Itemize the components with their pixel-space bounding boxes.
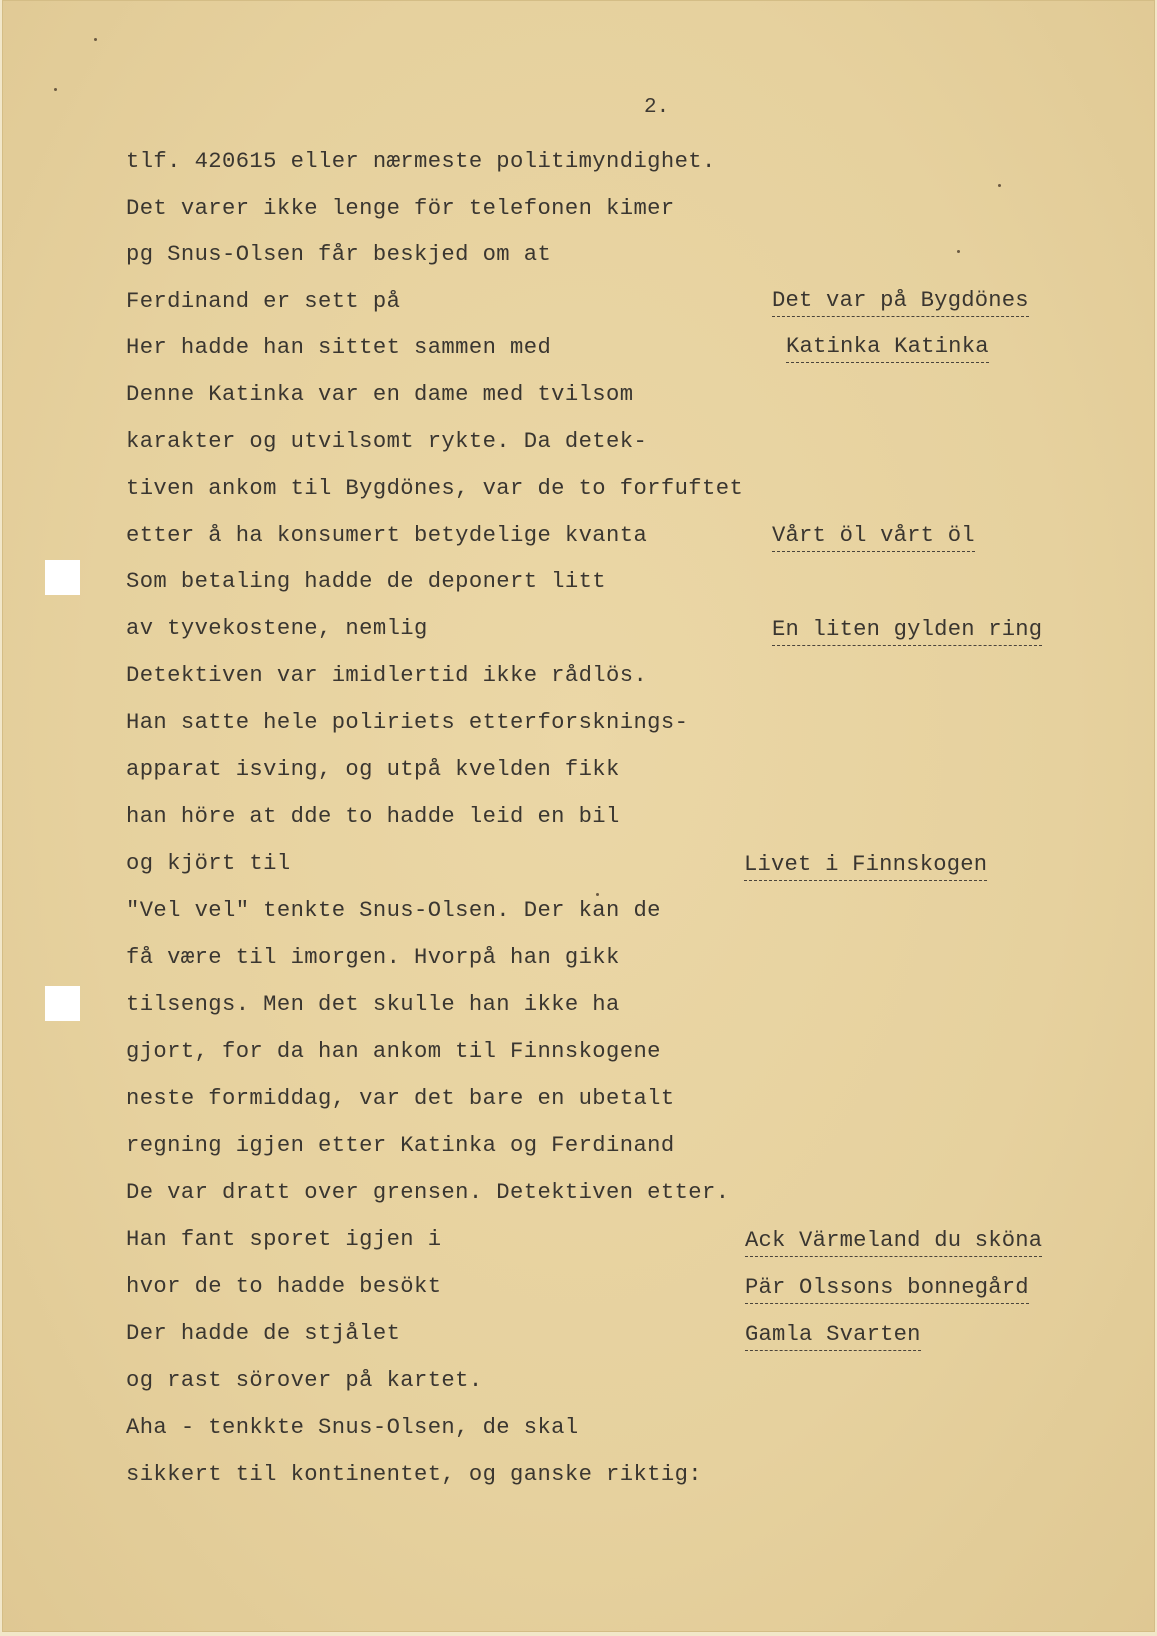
body-line: Detektiven var imidlertid ikke rådlös. bbox=[126, 663, 648, 688]
ink-speck bbox=[957, 250, 960, 253]
body-line: Ferdinand er sett på bbox=[126, 289, 401, 314]
margin-song-title: Vårt öl vårt öl bbox=[772, 523, 975, 552]
body-line: og rast sörover på kartet. bbox=[126, 1368, 483, 1393]
body-line: Det varer ikke lenge för telefonen kimer bbox=[126, 196, 675, 221]
punch-hole-lower bbox=[45, 986, 80, 1021]
margin-song-title: Gamla Svarten bbox=[745, 1322, 921, 1351]
ink-speck bbox=[596, 893, 599, 896]
body-line: Som betaling hadde de deponert litt bbox=[126, 569, 607, 594]
margin-song-title: Ack Värmeland du sköna bbox=[745, 1228, 1042, 1257]
body-line: tilsengs. Men det skulle han ikke ha bbox=[126, 992, 620, 1017]
margin-song-title: Pär Olssons bonnegård bbox=[745, 1275, 1029, 1304]
body-line: pg Snus-Olsen får beskjed om at bbox=[126, 242, 552, 267]
body-line: og kjört til bbox=[126, 851, 291, 876]
body-line: tlf. 420615 eller nærmeste politimyndighet. bbox=[126, 149, 716, 174]
body-line: hvor de to hadde besökt bbox=[126, 1274, 442, 1299]
body-line: Han satte hele poliriets etterforsknings- bbox=[126, 710, 689, 735]
margin-song-title: Katinka Katinka bbox=[786, 334, 989, 363]
body-line: neste formiddag, var det bare en ubetalt bbox=[126, 1086, 675, 1111]
margin-song-title: En liten gylden ring bbox=[772, 617, 1042, 646]
body-line: apparat isving, og utpå kvelden fikk bbox=[126, 757, 620, 782]
body-line: De var dratt over grensen. Detektiven etter. bbox=[126, 1180, 730, 1205]
body-line: av tyvekostene, nemlig bbox=[126, 616, 428, 641]
margin-song-title: Det var på Bygdönes bbox=[772, 288, 1029, 317]
body-line: Der hadde de stjålet bbox=[126, 1321, 401, 1346]
page-number: 2. bbox=[644, 96, 670, 119]
body-line: tiven ankom til Bygdönes, var de to forfuftet bbox=[126, 476, 744, 501]
body-line: "Vel vel" tenkte Snus-Olsen. Der kan de bbox=[126, 898, 661, 923]
body-line: Han fant sporet igjen i bbox=[126, 1227, 442, 1252]
body-line: regning igjen etter Katinka og Ferdinand bbox=[126, 1133, 675, 1158]
body-line: Aha - tenkkte Snus-Olsen, de skal bbox=[126, 1415, 579, 1440]
ink-speck bbox=[54, 88, 57, 91]
body-line: gjort, for da han ankom til Finnskogene bbox=[126, 1039, 661, 1064]
body-line: få være til imorgen. Hvorpå han gikk bbox=[126, 945, 620, 970]
body-line: Denne Katinka var en dame med tvilsom bbox=[126, 382, 634, 407]
ink-speck bbox=[998, 184, 1001, 187]
body-line: etter å ha konsumert betydelige kvanta bbox=[126, 523, 648, 548]
body-line: Her hadde han sittet sammen med bbox=[126, 335, 552, 360]
body-line: karakter og utvilsomt rykte. Da detek- bbox=[126, 429, 648, 454]
ink-speck bbox=[94, 38, 97, 41]
margin-song-title: Livet i Finnskogen bbox=[744, 852, 987, 881]
body-line: sikkert til kontinentet, og ganske riktig: bbox=[126, 1462, 703, 1487]
punch-hole-upper bbox=[45, 560, 80, 595]
typewritten-sheet bbox=[2, 0, 1155, 1632]
body-line: han höre at dde to hadde leid en bil bbox=[126, 804, 620, 829]
